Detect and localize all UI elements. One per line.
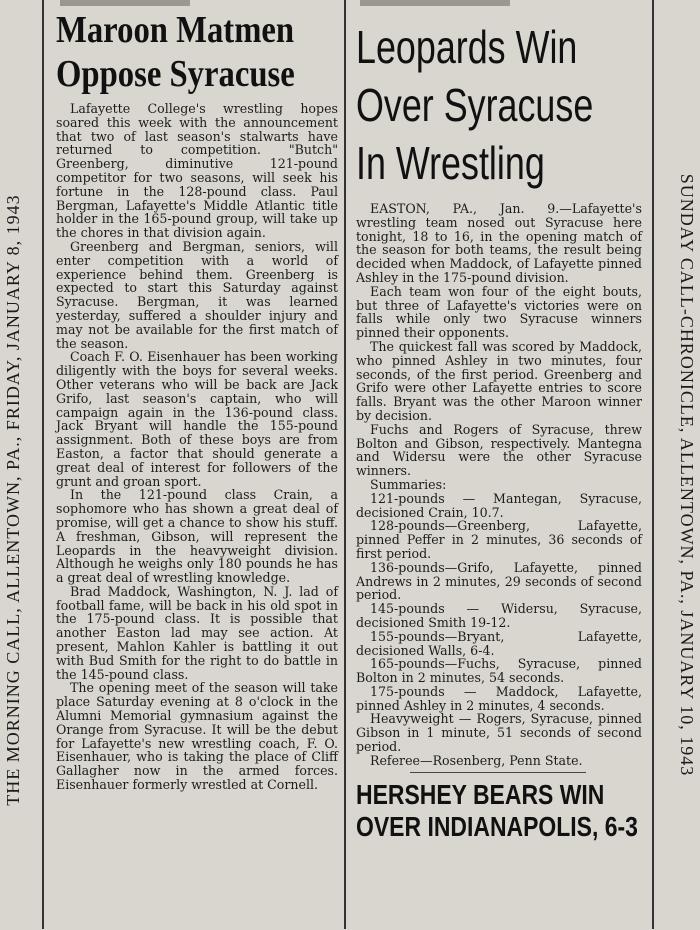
headline-line: Maroon Matmen <box>56 9 295 51</box>
headline-line: HERSHEY BEARS WIN <box>356 778 605 810</box>
article1-body <box>56 102 338 792</box>
article2-body <box>356 202 642 768</box>
summary-line: Heavyweight — Rogers, Syracuse, pinned Gibson in 1 minute, 51 seconds of second period. <box>356 711 642 755</box>
column-rule-right <box>652 0 654 929</box>
paragraph: The opening meet of the season will take place Saturday evening at 8 o'clock in the Alumni Memorial gymnasium against the Orange from Syracuse. It will be the debut for Lafayette's new wrestling coach, F. O. Eisenhauer, who is taking the place of Cliff Gallagher now in the armed forces. Eisenhauer formerly wrestled at Cornell. <box>56 680 338 793</box>
article2-headline <box>356 18 594 192</box>
right-date-line: SUNDAY CALL-CHRONICLE, ALLENTOWN, PA., JANUARY 10, 1943 <box>677 173 697 777</box>
article-separator <box>410 772 586 773</box>
column-rule-left <box>42 0 44 929</box>
summaries <box>356 478 642 768</box>
article-maroon-matmen <box>50 0 342 929</box>
headline-line: OVER INDIANAPOLIS, 6-3 <box>356 810 638 842</box>
paragraph: Greenberg and Bergman, seniors, will enter competition with a world of experience behind them. Greenberg is expected to start this Saturday against Syracuse. Bergman, it was learned yesterday, suffered a shoulder injury and may not be available for the first match of the season. <box>56 238 338 351</box>
summary-line: 175-pounds — Maddock, Lafayette, pinned Ashley in 2 minutes, 4 seconds. <box>356 683 642 713</box>
column-rule-middle <box>344 0 346 929</box>
summary-line: Referee—Rosenberg, Penn State. <box>370 752 583 768</box>
headline-line: Leopards Win <box>356 21 578 73</box>
paragraph: Each team won four of the eight bouts, but three of Lafayette's victories were on falls while only two Syracuse winners pinned their opponents. <box>356 283 642 341</box>
article3-headline <box>356 778 638 843</box>
summary-line: 165-pounds—Fuchs, Syracuse, pinned Bolton in 2 minutes, 54 seconds. <box>356 656 642 686</box>
headline-line: Oppose Syracuse <box>56 53 295 95</box>
paragraph: Lafayette College's wrestling hopes soared this week with the announcement that two of last season's stalwarts have returned to competition. "Butch" Greenberg, diminutive 121-pound competitor for two seasons, will seek his fortune in the 128-pound class. Paul Bergman, Lafayette's Middle Atlantic title holder in the 165-pound group, will take up the chores in that division again. <box>56 101 338 241</box>
paragraph: Coach F. O. Eisenhauer has been working diligently with the boys for several weeks. Other veterans who will be back are Jack Grifo, last season's captain, who will campaign again in the 136-pound class. Jack Bryant will handle the 155-pound assignment. Both of these boys are from Easton, a factor that should generate a great deal of interest for followers of the grunt and groan sport. <box>56 349 338 489</box>
left-date-line: THE MORNING CALL, ALLENTOWN, PA., FRIDAY, JANUARY 8, 1943 <box>3 194 23 806</box>
paragraph: In the 121-pound class Crain, a sophomore who has shown a great deal of promise, will get a chance to show his stuff. A freshman, Gibson, will represent the Leopards in the heavyweight division. Although he weighs only 180 pounds he has a great deal of wrestling knowledge. <box>56 487 338 586</box>
summary-line: 136-pounds—Grifo, Lafayette, pinned Andrews in 2 minutes, 29 seconds of second period. <box>356 559 642 603</box>
article-leopards-win <box>350 0 646 929</box>
summary-line: 121-pounds — Mantegan, Syracuse, decisioned Crain, 10.7. <box>356 490 642 520</box>
summary-line: Summaries: <box>370 476 447 492</box>
summary-line: 145-pounds — Widersu, Syracuse, decisioned Smith 19-12. <box>356 601 642 630</box>
summary-line: 155-pounds—Bryant, Lafayette, decisioned Walls, 6-4. <box>356 628 642 658</box>
paragraph: Fuchs and Rogers of Syracuse, threw Bolton and Gibson, respectively. Mantegna and Widersu were the other Syracuse winners. <box>356 421 642 479</box>
headline-line: Over Syracuse <box>356 79 594 131</box>
summary-line: 128-pounds—Greenberg, Lafayette, pinned Peffer in 2 minutes, 36 seconds of first period. <box>356 518 642 561</box>
paragraph: Brad Maddock, Washington, N. J. lad of football fame, will be back in his old spot in the 175-pound class. It is possible that another Easton lad may see action. At present, Mahlon Kahler is battling it out with Bud Smith for the right to do battle in the 145-pound class. <box>56 583 338 682</box>
article1-headline <box>56 8 302 96</box>
paragraph: The quickest fall was scored by Maddock, who pinned Ashley in two minutes, four seconds, of the first period. Greenberg and Grifo were other Lafayette entries to score falls. Bryant was the other Maroon winner by decision. <box>356 338 642 423</box>
paragraph: EASTON, PA., Jan. 9.—Lafayette's wrestling team nosed out Syracuse here tonight, 18 to 16, in the opening match of the season for both teams, the result being decided when Maddock, of Lafayette pinned Ashley in the 175-pound division. <box>356 201 642 285</box>
headline-line: In Wrestling <box>356 137 545 189</box>
